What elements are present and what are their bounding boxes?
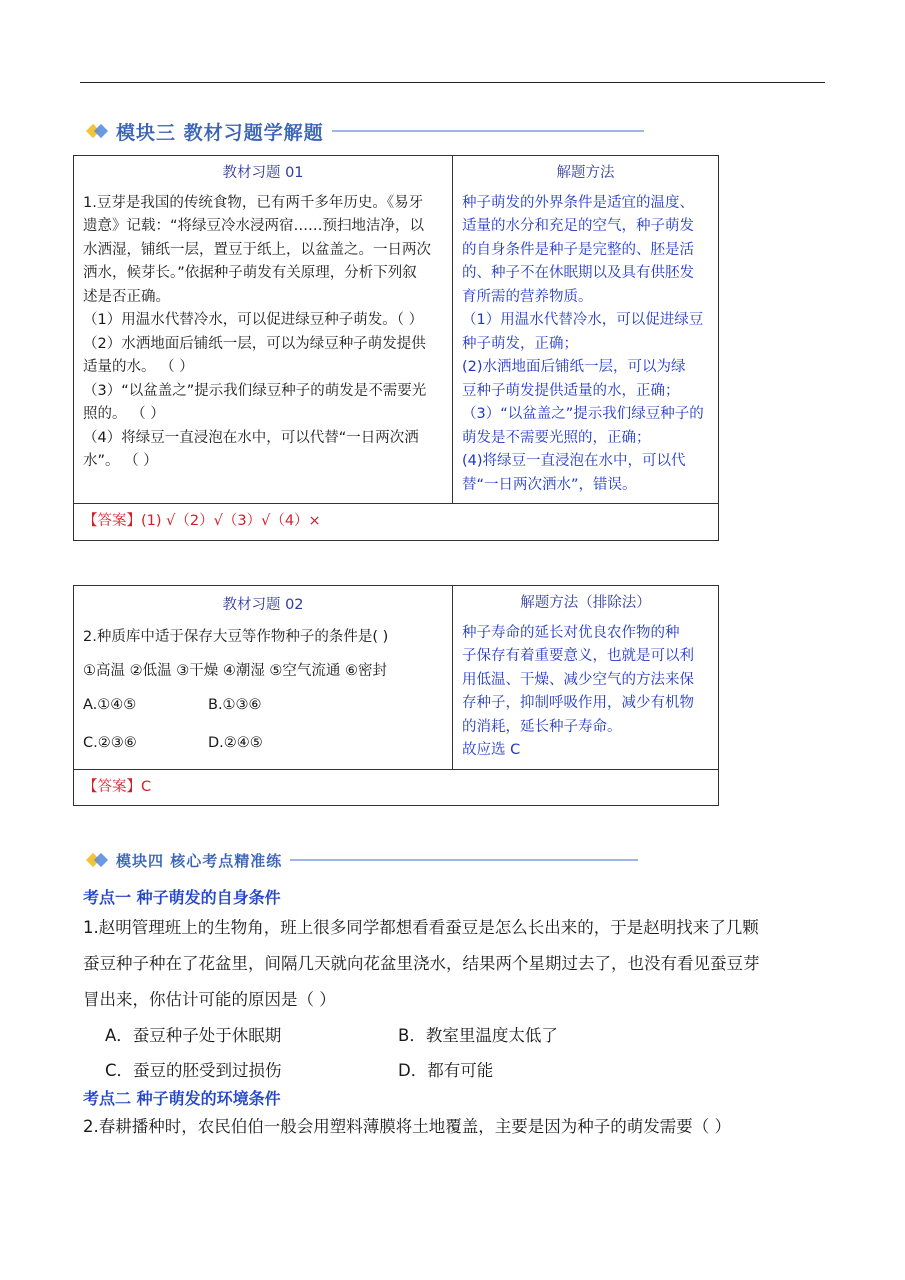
question-line: 冒出来，你估计可能的原因是（ ） [83, 990, 336, 1009]
module3-header [88, 116, 644, 146]
diamond-bullet-icon [88, 123, 110, 139]
exercise1-answer: 【答案】(1) √（2）√（3）√（4）× [83, 513, 321, 529]
kaodian2-question: 2.春耕播种时，农民伯伯一般会用塑料薄膜将土地覆盖，主要是因为种子的萌发需要（ ） [83, 1117, 731, 1136]
module3-rule [332, 130, 644, 132]
question-line: （4）将绿豆一直浸泡在水中，可以代替“一日两次洒 [83, 429, 419, 446]
kaodian1-option-c: C．蚕豆的胚受到过损伤 [105, 1061, 282, 1080]
question-line: 遗意》记载：“将绿豆冷水浸两宿……预扫地洁净，以 [83, 218, 425, 234]
solution-line: (4)将绿豆一直浸泡在水中，可以代 [462, 453, 686, 469]
exercise2-options-row-1 [83, 692, 443, 718]
exercise1-solution-cell [453, 156, 719, 504]
module4-header [88, 845, 638, 875]
solution-line: 种子萌发，正确； [462, 335, 578, 352]
question-line: 1.豆芽是我国的传统食物，已有两千多年历史。《易牙 [83, 194, 424, 211]
solution-line: 故应选 C [462, 742, 521, 758]
module3-title: 模块三 教材习题学解题 [116, 121, 324, 144]
question-line: （2）水洒地面后铺纸一层，可以为绿豆种子萌发提供 [83, 335, 426, 352]
exercise1-answer-cell [74, 504, 719, 541]
exercise2-conditions: ①高温 ②低温 ③干燥 ④潮湿 ⑤空气流通 ⑥密封 [83, 663, 388, 679]
question-line: （3）“以盆盖之”提示我们绿豆种子的萌发是不需要光 [83, 382, 427, 399]
exercise2-question: 2.种质库中适于保存大豆等作物种子的条件是( ) [83, 629, 389, 645]
exercise1-question-cell [74, 156, 453, 504]
solution-line: 豆种子萌发提供适量的水，正确； [462, 382, 680, 399]
solution-line: （1）用温水代替冷水，可以促进绿豆 [462, 312, 704, 328]
kaodian1-question [83, 910, 825, 1018]
solution-line: 萌发是不需要光照的，正确； [462, 429, 651, 446]
solution-line: (2)水洒地面后铺纸一层，可以为绿 [462, 359, 686, 375]
question-line: 蚕豆种子种在了花盆里，间隔几天就向花盆里浇水，结果两个星期过去了，也没有看见蚕豆芽 [83, 954, 760, 973]
exercise-table-1 [73, 155, 719, 541]
question-line: （1）用温水代替冷水，可以促进绿豆种子萌发。（ ） [83, 312, 424, 328]
solution-line: 种子萌发的外界条件是适宜的温度、 [462, 194, 694, 211]
exercise1-solution [462, 192, 709, 498]
exercise2-answer: 【答案】C [83, 778, 152, 795]
exercise2-solution [462, 622, 709, 763]
module4-rule [290, 859, 638, 861]
solution-line: 替“一日两次洒水”，错误。 [462, 476, 637, 493]
solution-line: 的、种子不在休眠期以及具有供胚发 [462, 265, 694, 281]
solution-line: 子保存有着重要意义，也就是可以利 [462, 648, 694, 664]
solution-line: 育所需的营养物质。 [462, 288, 593, 305]
kaodian2-title: 考点二 种子萌发的环境条件 [83, 1089, 281, 1108]
kaodian1-option-a: A．蚕豆种子处于休眠期 [105, 1026, 282, 1045]
exercise2-header: 教材习题 02 [222, 597, 304, 613]
question-line: 1.赵明管理班上的生物角，班上很多同学都想看看蚕豆是怎么长出来的，于是赵明找来了几颗 [83, 918, 759, 937]
exercise2-question-cell [74, 586, 453, 770]
kaodian1-option-b: B．教室里温度太低了 [398, 1026, 558, 1045]
question-line: 水”。 （ ） [83, 453, 158, 469]
question-line: 照的。 （ ） [83, 406, 165, 422]
solution-line: 的消耗，延长种子寿命。 [462, 718, 622, 735]
solution-line: 用低温、干燥、减少空气的方法来保 [462, 671, 694, 688]
kaodian1-option-d: D．都有可能 [398, 1061, 494, 1080]
solution-line: 存种子，抑制呼吸作用，减少有机物 [462, 695, 694, 711]
solution-line: 的自身条件是种子是完整的、胚是活 [462, 241, 694, 258]
question-line: 洒水，候芽长。”依据种子萌发有关原理，分析下列叙 [83, 265, 417, 281]
question-line: 适量的水。 （ ） [83, 359, 194, 375]
solution-line: 种子寿命的延长对优良农作物的种 [462, 624, 680, 641]
exercise2-options-row-2 [83, 730, 443, 756]
exercise2-answer-cell [74, 769, 719, 806]
kaodian1-title: 考点一 种子萌发的自身条件 [83, 888, 281, 907]
exercise-table-2 [73, 585, 719, 806]
top-rule [80, 82, 825, 83]
solution-line: （3）“以盆盖之”提示我们绿豆种子的 [462, 406, 704, 422]
module4-title: 模块四 核心考点精准练 [116, 851, 283, 870]
exercise2-option-a: A.①④⑤ [83, 697, 137, 713]
solution2-header: 解题方法（排除法） [520, 595, 651, 611]
diamond-bullet-icon [88, 852, 110, 868]
question-line: 水洒湿，铺纸一层，置豆于纸上，以盆盖之。一日两次 [83, 241, 431, 258]
exercise2-option-c: C.②③⑥ [83, 735, 137, 751]
exercise2-solution-cell [453, 586, 719, 770]
question-line: 述是否正确。 [83, 288, 170, 305]
exercise1-question [83, 192, 443, 474]
solution1-header: 解题方法 [556, 165, 615, 181]
exercise2-option-d: D.②④⑤ [208, 735, 263, 751]
exercise1-header: 教材习题 01 [222, 165, 304, 181]
solution-line: 适量的水分和充足的空气，种子萌发 [462, 218, 694, 234]
exercise2-option-b: B.①③⑥ [208, 697, 262, 713]
